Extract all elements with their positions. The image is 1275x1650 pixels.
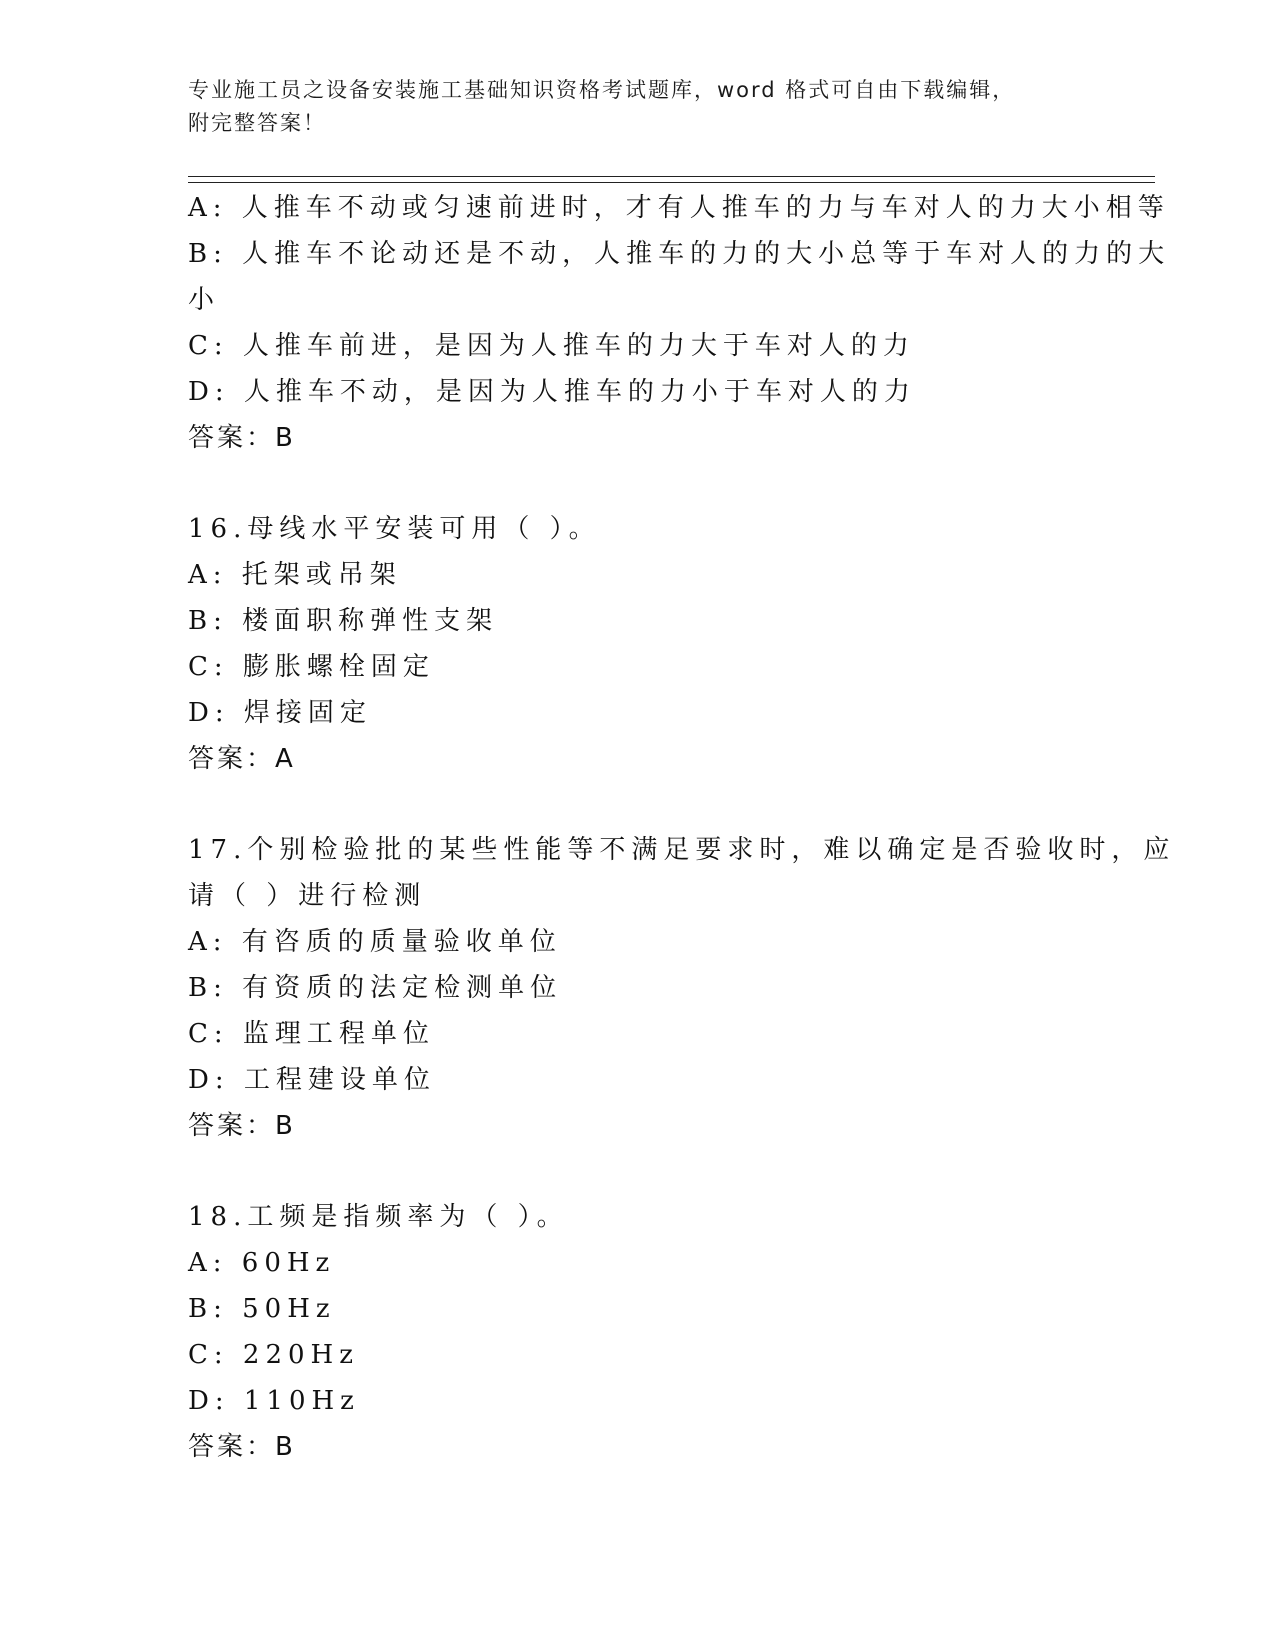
q18-stem: 18.工频是指频率为（ ）。 [188, 1202, 569, 1232]
q15-option-b-line2: 小 [188, 285, 221, 315]
q16-option-a: A: 托架或吊架 [188, 560, 402, 590]
q17-option-b: B: 有资质的法定检测单位 [188, 973, 563, 1003]
header-divider-bottom [188, 182, 1155, 183]
q16-answer: 答案：A [188, 744, 296, 774]
header-line-2: 附完整答案！ [188, 111, 326, 135]
q16-option-b: B: 楼面职称弹性支架 [188, 606, 499, 636]
q18-option-d: D: 110Hz [188, 1386, 360, 1416]
q15-option-a: A: 人推车不动或匀速前进时，才有人推车的力与车对人的力大小相等 [188, 193, 1170, 223]
q15-option-b-line1: B: 人推车不论动还是不动，人推车的力的大小总等于车对人的力的大 [188, 239, 1171, 269]
q18-option-c: C: 220Hz [188, 1340, 359, 1370]
q16-option-d: D: 焊接固定 [188, 698, 372, 728]
q16-option-c: C: 膨胀螺栓固定 [188, 652, 435, 682]
q17-option-d: D: 工程建设单位 [188, 1065, 436, 1095]
q15-option-d: D: 人推车不动，是因为人推车的力小于车对人的力 [188, 377, 916, 407]
document-header [188, 74, 1068, 140]
q18-answer: 答案：B [188, 1432, 296, 1462]
q18-option-b: B: 50Hz [188, 1294, 336, 1324]
q17-answer: 答案：B [188, 1111, 296, 1141]
header-divider-top [188, 176, 1155, 177]
q17-option-c: C: 监理工程单位 [188, 1019, 435, 1049]
q15-answer: 答案：B [188, 423, 296, 453]
q16-stem: 16.母线水平安装可用（ ）。 [188, 514, 601, 544]
q18-option-a: A: 60Hz [188, 1248, 336, 1278]
q17-option-a: A: 有咨质的质量验收单位 [188, 927, 562, 957]
q15-option-c: C: 人推车前进，是因为人推车的力大于车对人的力 [188, 331, 915, 361]
header-line-1: 专业施工员之设备安装施工基础知识资格考试题库，word 格式可自由下载编辑， [188, 78, 1016, 102]
q17-stem-line2: 请（ ）进行检测 [188, 881, 427, 911]
q17-stem-line1: 17.个别检验批的某些性能等不满足要求时，难以确定是否验收时，应 [188, 835, 1176, 865]
